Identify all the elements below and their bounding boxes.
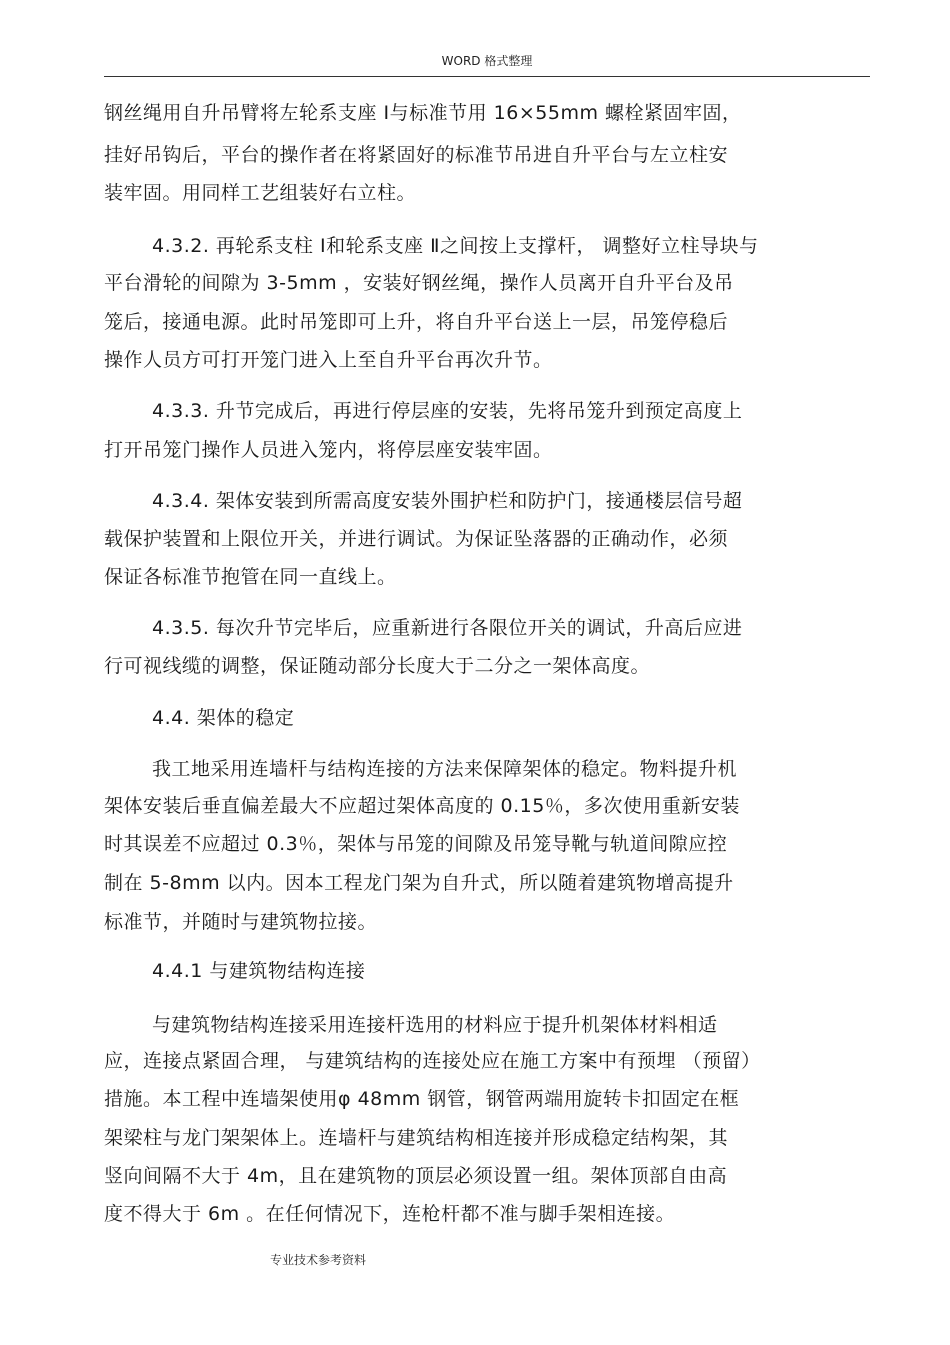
text-line: 挂好吊钩后，平台的操作者在将紧固好的标准节吊进自升平台与左立柱安 [104, 144, 729, 166]
text-line: 笼后，接通电源。此时吊笼即可上升，将自升平台送上一层，吊笼停稳后 [104, 311, 729, 333]
text-line: 行可视线缆的调整，保证随动部分长度大于二分之一架体高度。 [104, 655, 651, 677]
text-line: 竖向间隔不大于 4m，且在建筑物的顶层必须设置一组。架体顶部自由高 [104, 1165, 728, 1187]
section-4-3-4-line: 4.3.4. 架体安装到所需高度安装外围护栏和防护门，接通楼层信号超 [152, 490, 743, 512]
text-line: 打开吊笼门操作人员进入笼内，将停层座安装牢固。 [104, 439, 553, 461]
page-header: WORD 格式整理 [441, 54, 533, 68]
section-4-3-3-line: 4.3.3. 升节完成后，再进行停层座的安装，先将吊笼升到预定高度上 [152, 400, 743, 422]
text-line: 操作人员方可打开笼门进入上至自升平台再次升节。 [104, 349, 553, 371]
text-line: 制在 5-8mm 以内。因本工程龙门架为自升式，所以随着建筑物增高提升 [104, 872, 734, 894]
text-line: 钢丝绳用自升吊臂将左轮系支座 Ⅰ与标准节用 16×55mm 螺栓紧固牢固， [104, 102, 742, 124]
page-footer: 专业技术参考资料 [270, 1253, 367, 1267]
section-4-3-2-line: 4.3.2. 再轮系支柱 Ⅰ和轮系支座 Ⅱ之间按上支撑杆， 调整好立柱导块与 [152, 235, 759, 257]
text-line: 时其误差不应超过 0.3％，架体与吊笼的间隙及吊笼导靴与轨道间隙应控 [104, 833, 728, 855]
section-4-3-5-line: 4.3.5. 每次升节完毕后，应重新进行各限位开关的调试，升高后应进 [152, 617, 743, 639]
text-line: 装牢固。用同样工艺组装好右立柱。 [104, 182, 417, 204]
section-heading-4-4: 4.4. 架体的稳定 [152, 707, 295, 729]
text-line: 措施。本工程中连墙架使用φ 48mm 钢管，钢管两端用旋转卡扣固定在框 [104, 1088, 740, 1110]
text-line: 与建筑物结构连接采用连接杆选用的材料应于提升机架体材料相适 [152, 1014, 718, 1036]
text-line: 我工地采用连墙杆与结构连接的方法来保障架体的稳定。物料提升机 [152, 758, 738, 780]
text-line: 架梁柱与龙门架架体上。连墙杆与建筑结构相连接并形成稳定结构架，其 [104, 1127, 729, 1149]
header-rule [104, 76, 870, 77]
section-heading-4-4-1: 4.4.1 与建筑物结构连接 [152, 960, 366, 982]
text-line: 标准节，并随时与建筑物拉接。 [104, 911, 378, 933]
text-line: 平台滑轮的间隙为 3-5mm ，安装好钢丝绳，操作人员离开自升平台及吊 [104, 272, 734, 294]
text-line: 架体安装后垂直偏差最大不应超过架体高度的 0.15％，多次使用重新安装 [104, 795, 740, 817]
text-line: 应，连接点紧固合理， 与建筑结构的连接处应在施工方案中有预埋 （预留） [104, 1050, 761, 1072]
text-line: 载保护装置和上限位开关，并进行调试。为保证坠落器的正确动作，必须 [104, 528, 729, 550]
text-line: 度不得大于 6m 。在任何情况下，连枪杆都不准与脚手架相连接。 [104, 1203, 676, 1225]
text-line: 保证各标准节抱管在同一直线上。 [104, 566, 397, 588]
